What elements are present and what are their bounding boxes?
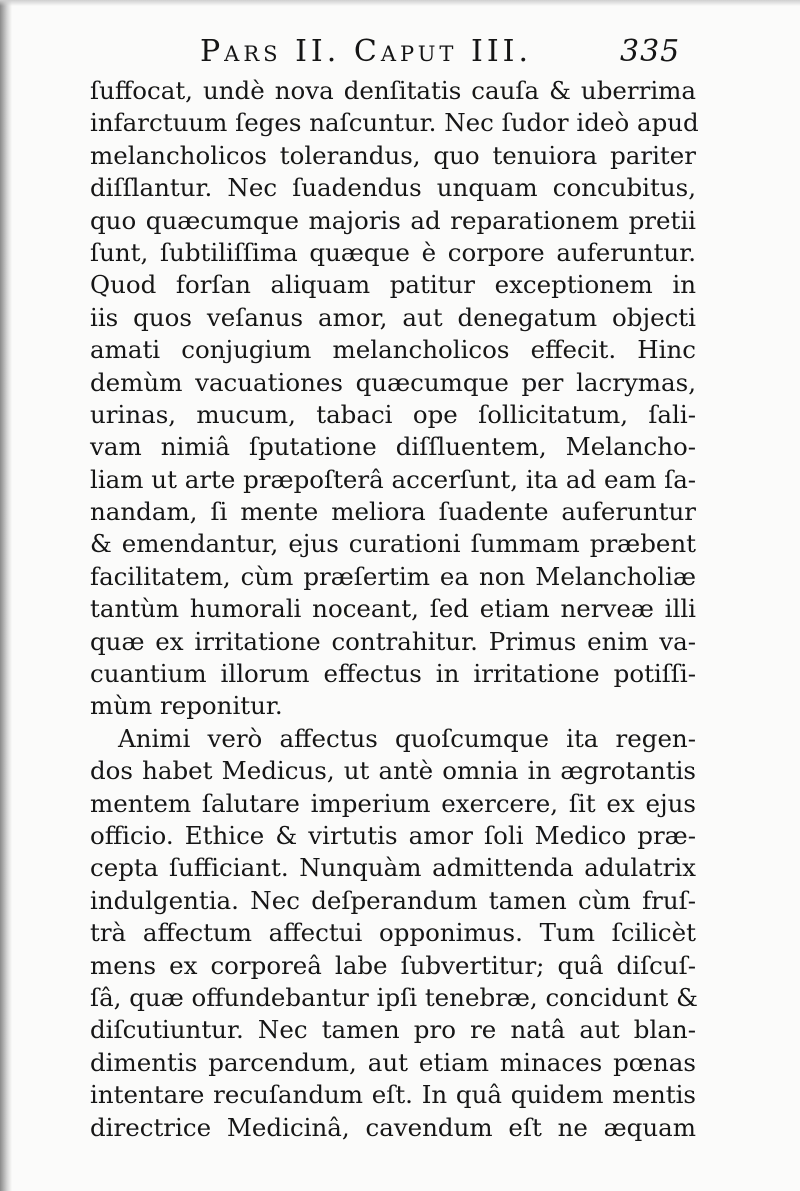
gutter-shadow [0,0,12,1191]
text-line: iis quos veſanus amor, aut denegatum objecti [90,302,696,332]
text-line: cuantium illorum effectus in irritatione potiſſi- [90,659,696,689]
text-line: diſſlantur. Nec ſuadendus unquam concubitus, [90,173,696,203]
text-line: indulgentia. Nec deſperandum tamen cùm fruſ- [90,885,696,915]
text-line: officio. Ethice & virtutis amor ſoli Medico præ- [90,820,696,850]
text-line: urinas, mucum, tabaci ope ſollicitatum, ſali- [90,399,696,429]
text-line: trà affectum affectui opponimus. Tum ſcilicèt [90,918,696,948]
text-line: mentem ſalutare imperium exercere, ſit ex ejus [90,788,696,818]
text-line: & emendantur, ejus curationi ſummam præbent [90,529,696,559]
page-number: 335 [620,34,681,69]
body-text [90,75,699,1144]
paragraph [90,723,696,1144]
text-line: quæ ex irritatione contrahitur. Primus enim va- [90,626,696,656]
text-line: Animi verò affectus quoſcumque ita regen- [118,723,696,753]
text-line: mens ex corporeâ labe ſubvertitur; quâ diſcuſ- [90,950,696,980]
text-line: melancholicos tolerandus, quo tenuiora pariter [90,140,696,170]
text-line: facilitatem, cùm præſertim ea non Melancholiæ [90,561,696,591]
running-title: Pars II. Caput III. [200,34,533,69]
text-line: vam nimiâ ſputatione diſſluentem, Melancho- [90,432,696,462]
text-line: demùm vacuationes quæcumque per lacrymas, [90,367,696,397]
text-line: cepta ſufficiant. Nunquàm admittenda adulatrix [90,853,696,883]
text-line: liam ut arte præpoſterâ accerſunt, ita ad eam ſa- [90,464,697,494]
text-line: amati conjugium melancholicos effecit. Hinc [90,335,696,365]
text-line: quo quæcumque majoris ad reparationem pretii [90,205,696,235]
text-line: mùm reponitur. [90,691,283,721]
text-line: dimentis parcendum, aut etiam minaces pœnas [90,1047,696,1077]
text-line: tantùm humorali noceant, ſed etiam nerveæ illi [90,594,696,624]
text-line: diſcutiuntur. Nec tamen pro re natâ aut blan- [90,1015,696,1045]
text-line: directrice Medicinâ, cavendum eſt ne æquam [90,1112,696,1142]
text-line: Quod forſan aliquam patitur exceptionem in [90,270,696,300]
text-line: intentare recuſandum eſt. In quâ quidem mentis [90,1080,696,1110]
top-edge-shadow [0,0,800,6]
paragraph [90,75,699,723]
text-line: ſunt, ſubtiliſſima quæque è corpore auferuntur. [90,237,696,267]
text-line: ſuffocat, undè nova denſitatis cauſa & uberrima [90,76,696,105]
text-line: nandam, ſi mente meliora ſuadente auferuntur [90,497,696,527]
text-line: infarctuum ſeges naſcuntur. Nec ſudor ideò apud [90,108,699,138]
running-header [200,30,700,74]
text-line: dos habet Medicus, ut antè omnia in ægrotantis [90,756,696,786]
text-line: ſâ, quæ offundebantur ipſi tenebræ, concidunt & [90,982,698,1012]
